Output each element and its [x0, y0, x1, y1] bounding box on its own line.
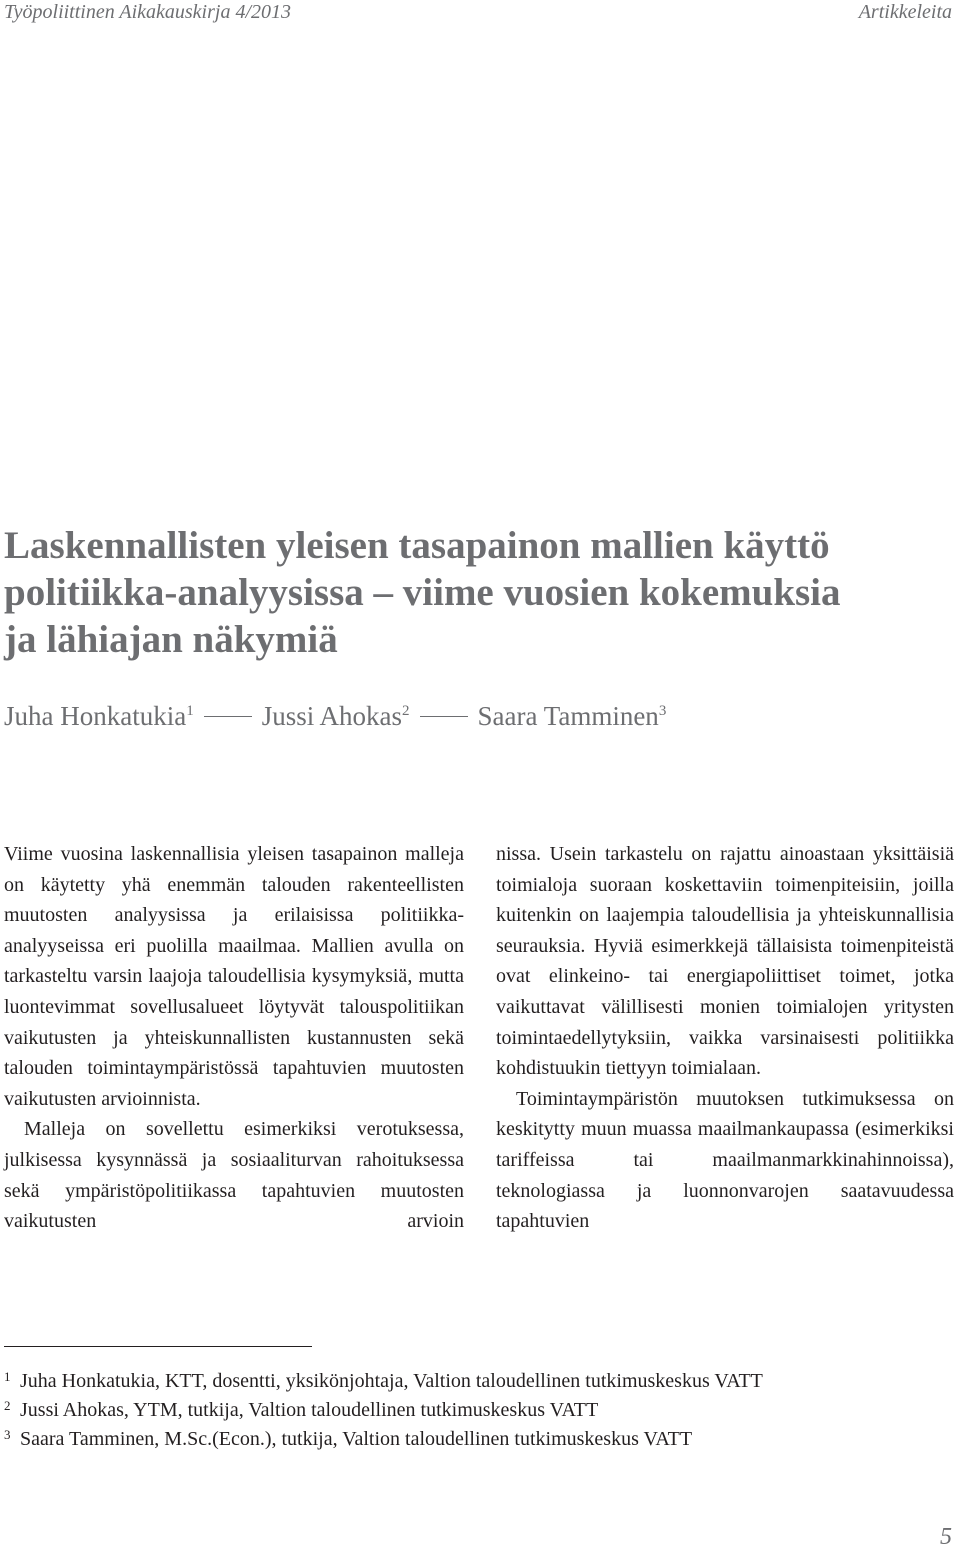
title-line: ja lähiajan näkymiä	[4, 618, 338, 661]
body-column-left	[4, 839, 464, 1237]
author-separator	[204, 716, 252, 718]
footnote-text: Saara Tamminen, M.Sc.(Econ.), tutkija, Valtion taloudellinen tutkimuskeskus VATT	[20, 1428, 693, 1450]
article-title	[4, 522, 944, 663]
footnotes	[4, 1367, 944, 1454]
author-name: Juha Honkatukia	[4, 701, 187, 731]
body-paragraph: Toimintaympäristön muutoksen tutkimuksessa on keskitytty muun muassa maailmankaupassa (esimerkiksi tariffeissa tai maailmanmarkkinahinnoissa), teknologiassa ja luonnonvarojen saatavuudessa tapahtuvien	[496, 1087, 954, 1233]
footnote-rule	[4, 1346, 312, 1347]
running-header-section: Artikkeleita	[858, 1, 952, 23]
footnote-text: Jussi Ahokas, YTM, tutkija, Valtion taloudellinen tutkimuskeskus VATT	[20, 1399, 599, 1421]
body-paragraph: Malleja on sovellettu esimerkiksi verotuksessa, julkisessa kysynnässä ja sosiaaliturvan rahoituksessa sekä ympäristöpolitiikassa tapahtuvien muutosten vaikutusten arvioin	[4, 1118, 464, 1233]
page-number: 5	[940, 1524, 952, 1550]
body-paragraph: Viime vuosina laskennallisia yleisen tasapainon malleja on käytetty yhä enemmän talouden rakenteellisten muutosten analyysissa ja erilaisissa politiikka-analyyseissa eri puolilla maailmaa. Mallien avulla on tarkasteltu varsin laajoja taloudellisia kysymyksiä, mutta luontevimmat sovellusalueet löytyvät talouspolitiikan vaikutusten ja yhteiskunnallisten kustannusten sekä talouden toimintaympäristössä tapahtuvien muutosten vaikutusten arvioinnista.	[4, 843, 464, 1110]
title-line: Laskennallisten yleisen tasapainon mallien käyttö	[4, 524, 830, 567]
author-footnote-ref: 1	[186, 703, 194, 719]
footnote: 2 Jussi Ahokas, YTM, tutkija, Valtion taloudellinen tutkimuskeskus VATT	[4, 1398, 599, 1421]
body-column-right	[496, 839, 954, 1237]
body-paragraph: nissa. Usein tarkastelu on rajattu ainoastaan yksittäisiä toimialoja suoraan koskettaviin toimenpiteisiin, joilla kuitenkin on laajempia taloudellisia ja yhteiskunnallisia seurauksia. Hyviä esimerkkejä tällaisista toimenpiteistä ovat elinkeino- tai energiapoliittiset toimet, jotka vaikuttavat välillisesti monien toimialojen yritysten toimintaedellytyksiin, vaikka varsinaisesti politiikka kohdistuukin tiettyyn toimialaan.	[496, 843, 954, 1080]
running-header-journal: Työpoliittinen Aikakauskirja 4/2013	[4, 1, 292, 23]
author-separator	[420, 716, 468, 718]
author-footnote-ref: 3	[658, 703, 667, 719]
author-name: Jussi Ahokas	[261, 701, 402, 731]
author-list	[4, 699, 666, 733]
title-line: politiikka-analyysissa – viime vuosien kokemuksia	[4, 571, 841, 614]
footnote-text: Juha Honkatukia, KTT, dosentti, yksikönjohtaja, Valtion taloudellinen tutkimuskeskus VATT	[20, 1370, 763, 1392]
author-name: Saara Tamminen	[477, 701, 659, 731]
author-footnote-ref: 2	[402, 703, 410, 719]
footnote: 3 Saara Tamminen, M.Sc.(Econ.), tutkija, Valtion taloudellinen tutkimuskeskus VATT	[4, 1427, 693, 1450]
footnote: 1 Juha Honkatukia, KTT, dosentti, yksikönjohtaja, Valtion taloudellinen tutkimuskeskus VATT	[4, 1369, 763, 1392]
